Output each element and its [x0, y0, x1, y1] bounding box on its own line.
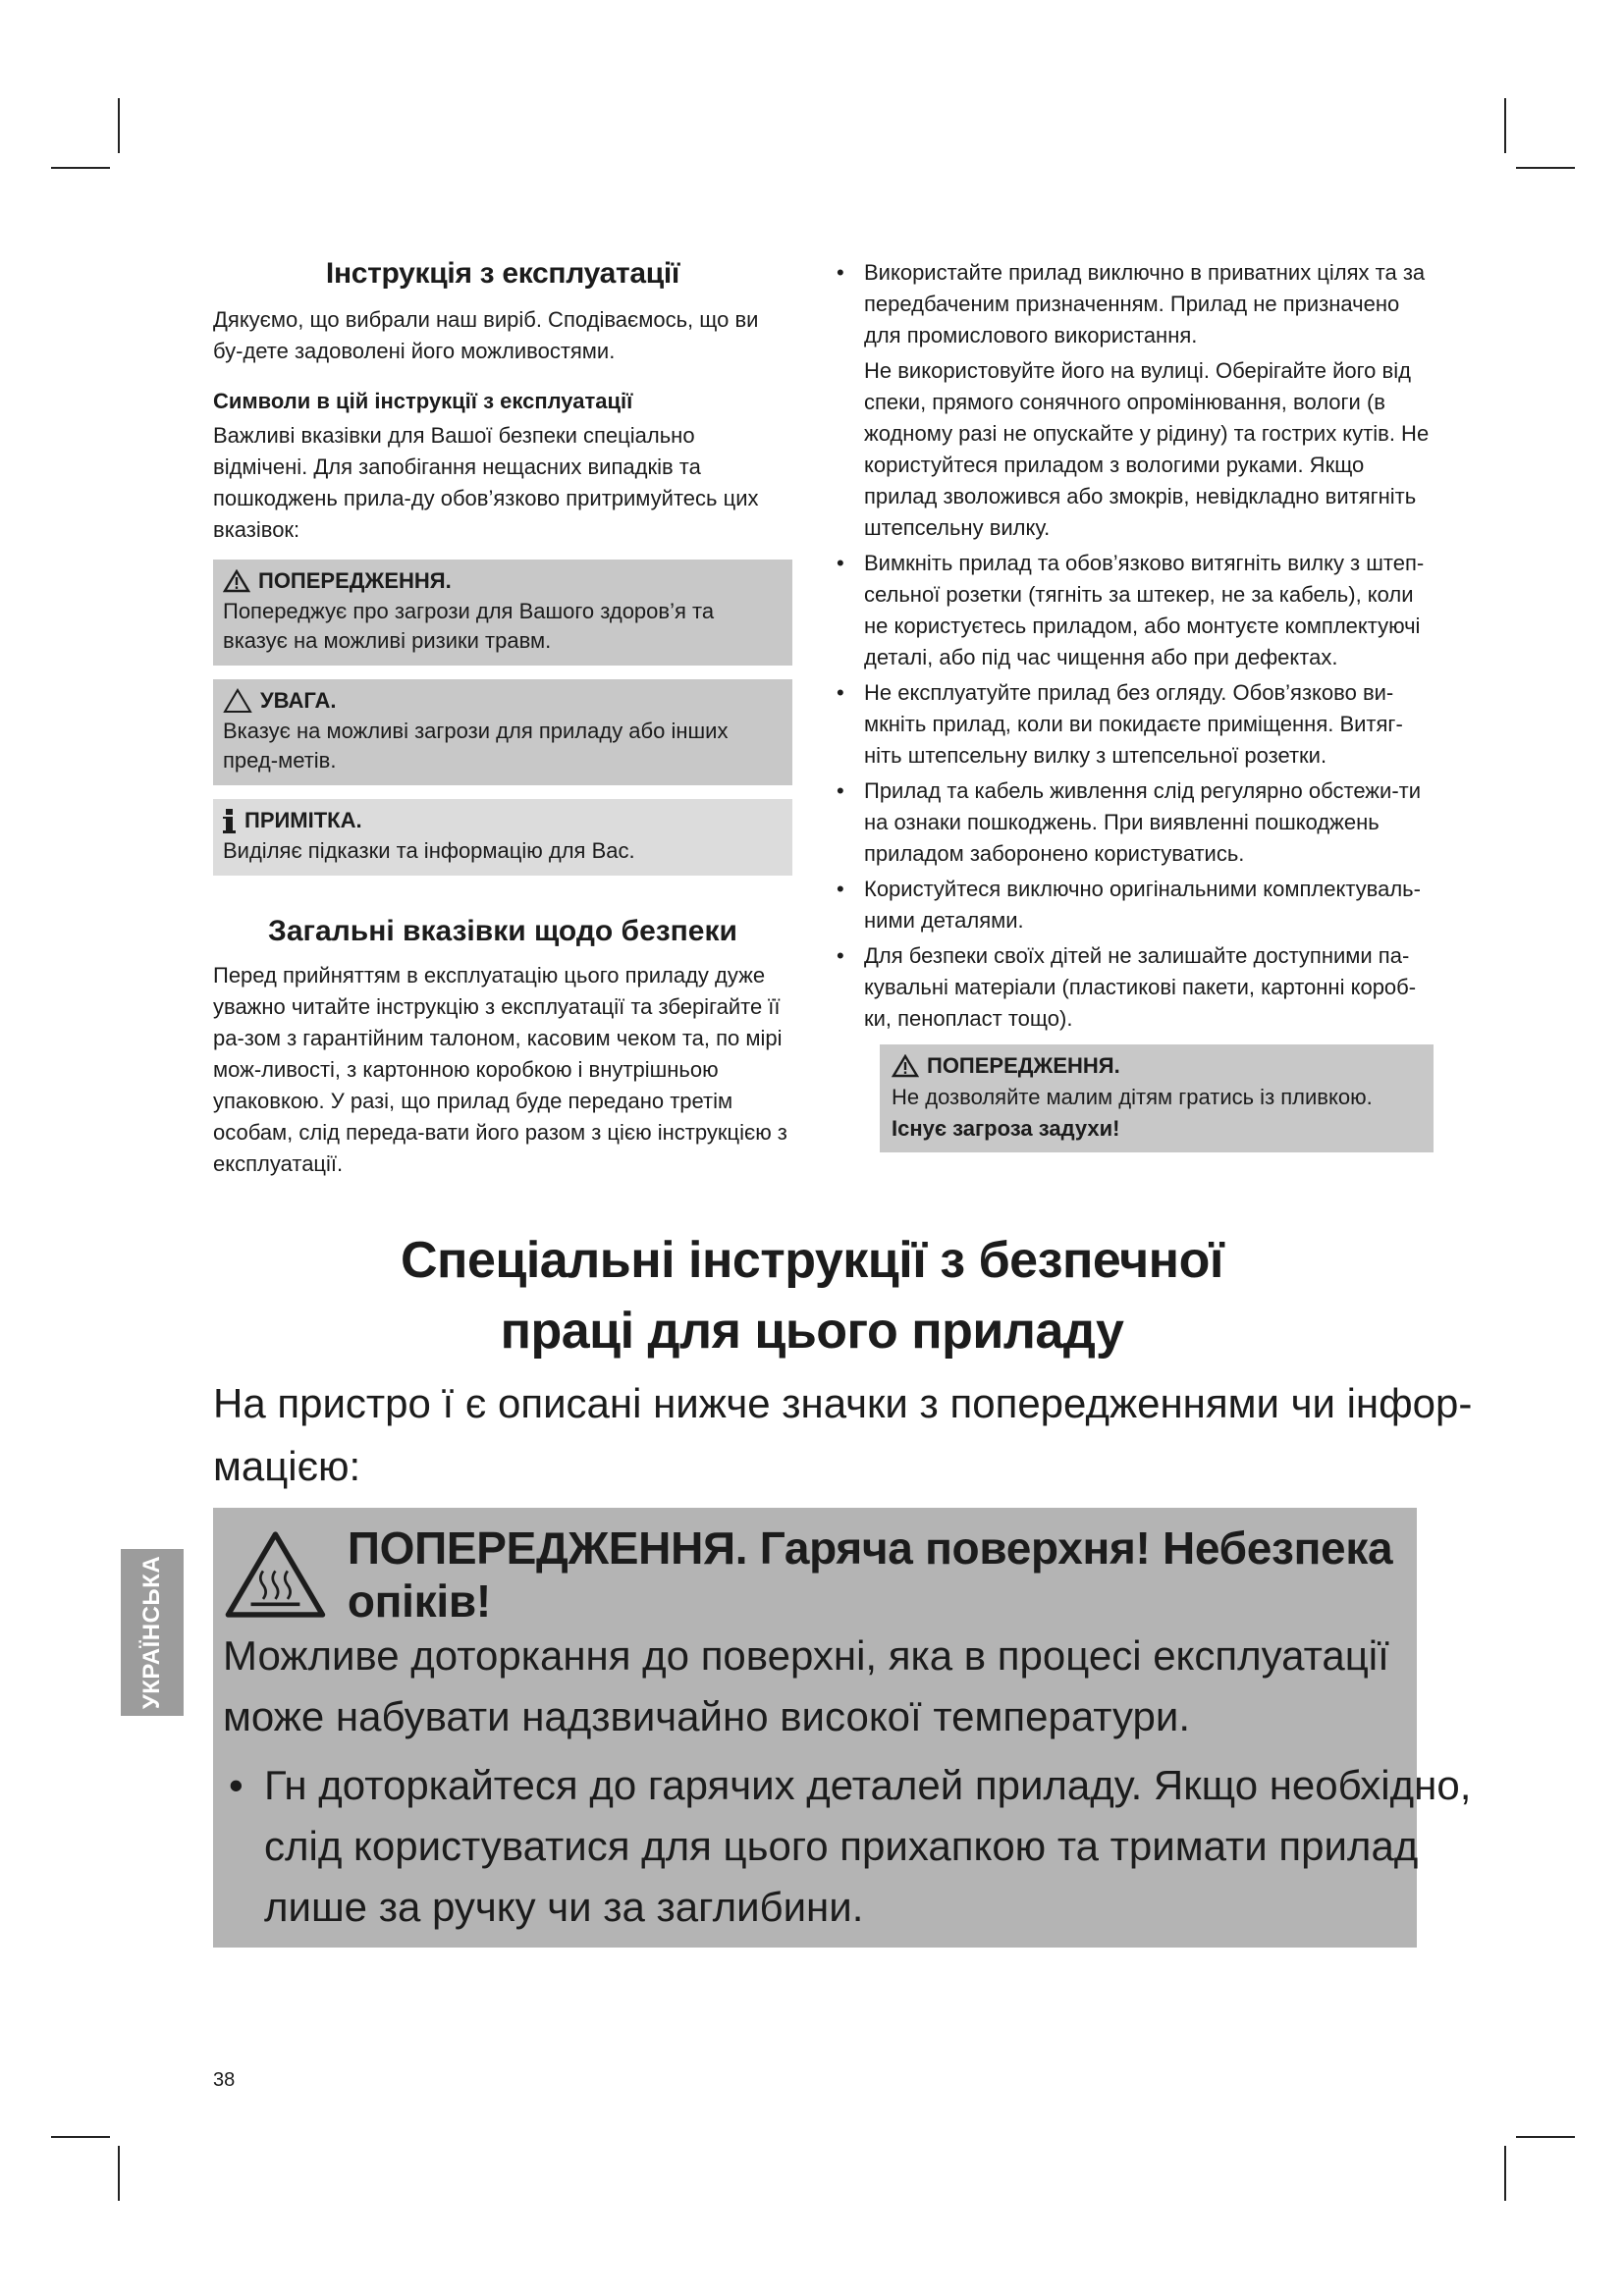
- info-icon: [223, 808, 237, 833]
- crop-mark: [51, 2136, 110, 2138]
- caution-triangle-icon: [223, 688, 252, 714]
- list-item-text: Не експлуатуйте прилад без огляду. Обов’язково ви-мкніть прилад, коли ви покидаєте приміщення. Витяг-ніть штепсельну вилку з штепсельної розетки.: [864, 680, 1403, 768]
- special-intro: На пристро ї є описані нижче значки з попередженнями чи інфор-мацією:: [213, 1380, 1473, 1489]
- list-item: • Використайте прилад виключно в приватних цілях та за передбаченим призначенням. Прилад не призначено для промислового використання.: [837, 257, 1435, 351]
- notice-text: Вказує на можливі загрози для приладу або інших пред-метів.: [223, 719, 729, 773]
- list-item-text: Не використовуйте його на вулиці. Оберігайте його від спеки, прямого сонячного опромінювання, вологи (в жодному разі не опускайте у рідину) та гострих кутів. Не користуйтеся приладом з вологими руками. Якщо прилад зволожився або змокрів, невідкладно витягніть штепсельну вилку.: [864, 358, 1430, 540]
- hot-surface-warning-text: Можливе доторкання до поверхні, яка в процесі експлуатації може набувати надзвичайно високої температури.: [223, 1632, 1389, 1739]
- notice-title: ПРИМІТКА.: [244, 808, 362, 832]
- list-item-text: Прилад та кабель живлення слід регулярно обстежи-ти на ознаки пошкоджень. При виявленні пошкоджень приладом заборонено користуватись.: [864, 778, 1422, 866]
- list-item-text: Для безпеки своїх дітей не залишайте доступними па-кувальні матеріали (пластикові пакети, картонні короб-ки, пенопласт тощо).: [864, 943, 1417, 1031]
- crop-mark: [1504, 2146, 1506, 2201]
- notice-text: Виділяє підказки та інформацію для Вас.: [223, 838, 635, 863]
- notice-title: ПОПЕРЕДЖЕННЯ.: [258, 568, 452, 593]
- list-item: • Не експлуатуйте прилад без огляду. Обов’язково ви-мкніть прилад, коли ви покидаєте приміщення. Витяг-ніть штепсельну вилку з штепсельної розетки.: [837, 677, 1435, 772]
- list-item: • Вимкніть прилад та обов’язково витягніть вилку з штеп-сельної розетки (тягніть за штекер, не за кабель), коли не користуєтесь приладом, або монтуєте комплектуючі деталі, або під час чищення або при дефектах.: [837, 548, 1435, 673]
- special-title-line: Спеціальні інструкції з безпечної: [401, 1232, 1223, 1289]
- list-item-text: Гн доторкайтеся до гарячих деталей приладу. Якщо необхідно, слід користуватися для цього прихапкою та тримати прилад лише за ручку чи за заглибини.: [264, 1762, 1472, 1930]
- special-title-line: праці для цього приладу: [500, 1303, 1124, 1360]
- left-column: [213, 257, 792, 1180]
- symbols-text: Важливі вказівки для Вашої безпеки спеціально відмічені. Для запобігання нещасних випадків та пошкоджень прила-ду обов’язково притримуйтесь цих вказівок:: [213, 423, 759, 542]
- list-item-text: Користуйтеся виключно оригінальними комплектуваль-ними деталями.: [864, 877, 1421, 933]
- notice-note: [213, 799, 792, 876]
- list-item: • Гн доторкайтеся до гарячих деталей приладу. Якщо необхідно, слід користуватися для цього прихапкою та тримати прилад лише за ручку чи за заглибини.: [229, 1762, 1472, 1930]
- language-tab-label: УКРАЇНСЬКА: [138, 1555, 165, 1710]
- hot-surface-warning: [213, 1508, 1472, 1948]
- notice-text: Попереджує про загрози для Вашого здоров’я та вказує на можливі ризики травм.: [223, 599, 715, 653]
- suffocation-warning: [880, 1044, 1434, 1152]
- general-safety-heading: Загальні вказівки щодо безпеки: [268, 915, 737, 947]
- notice-caution: [213, 679, 792, 785]
- notice-title: УВАГА.: [260, 688, 337, 713]
- intro-text: Дякуємо, що вибрали наш виріб. Сподіваємось, що ви бу-дете задоволені його можливостями.: [213, 307, 759, 363]
- warning-text-bold: Існує загроза задухи!: [892, 1116, 1120, 1141]
- right-column: [837, 257, 1435, 1152]
- symbols-heading: Символи в цій інструкції з експлуатації: [213, 389, 633, 413]
- crop-mark: [118, 2146, 120, 2201]
- page-number: 38: [213, 2069, 236, 2091]
- hot-surface-warning-title: ПОПЕРЕДЖЕННЯ. Гаряча поверхня! Небезпека опіків!: [347, 1522, 1393, 1627]
- general-safety-text: Перед прийняттям в експлуатацію цього приладу дуже уважно читайте інструкцію з експлуатації та зберігайте її ра-зом з гарантійним талоном, касовим чеком та, по мірі мож-ливості, з картонною коробкою і внутрішньою упаковкою. У разі, що прилад буде передано третім особам, слід переда-вати його разом з цією інструкцією з експлуатації.: [213, 963, 787, 1176]
- crop-mark: [118, 98, 120, 153]
- manual-title: Інструкція з експлуатації: [325, 257, 680, 290]
- list-item: [837, 355, 1435, 544]
- hot-surface-icon: [223, 1523, 328, 1626]
- warning-title: ПОПЕРЕДЖЕННЯ.: [927, 1053, 1120, 1078]
- list-item-text: Використайте прилад виключно в приватних цілях та за передбаченим призначенням. Прилад не призначено для промислового використання.: [864, 260, 1426, 347]
- list-item: • Прилад та кабель живлення слід регулярно обстежи-ти на ознаки пошкоджень. При виявленні пошкоджень приладом заборонено користуватись.: [837, 775, 1435, 870]
- warning-text-regular: Не дозволяйте малим дітям гратись із пливкою.: [892, 1085, 1373, 1109]
- warning-triangle-icon: [892, 1054, 919, 1078]
- warning-triangle-icon: [223, 569, 250, 593]
- special-instructions-title: [0, 1225, 1624, 1366]
- list-item: • Для безпеки своїх дітей не залишайте доступними па-кувальні матеріали (пластикові пакети, картонні короб-ки, пенопласт тощо).: [837, 940, 1435, 1035]
- crop-mark: [1516, 2136, 1575, 2138]
- language-tab: [121, 1549, 184, 1716]
- crop-mark: [51, 167, 110, 169]
- list-item: • Користуйтеся виключно оригінальними комплектуваль-ними деталями.: [837, 874, 1435, 936]
- notice-warning: [213, 560, 792, 666]
- crop-mark: [1504, 98, 1506, 153]
- list-item-text: Вимкніть прилад та обов’язково витягніть вилку з штеп-сельної розетки (тягніть за штекер, не за кабель), коли не користуєтесь приладом, або монтуєте комплектуючі деталі, або під час чищення або при дефектах.: [864, 551, 1425, 669]
- crop-mark: [1516, 167, 1575, 169]
- warning-text: [892, 1082, 1424, 1145]
